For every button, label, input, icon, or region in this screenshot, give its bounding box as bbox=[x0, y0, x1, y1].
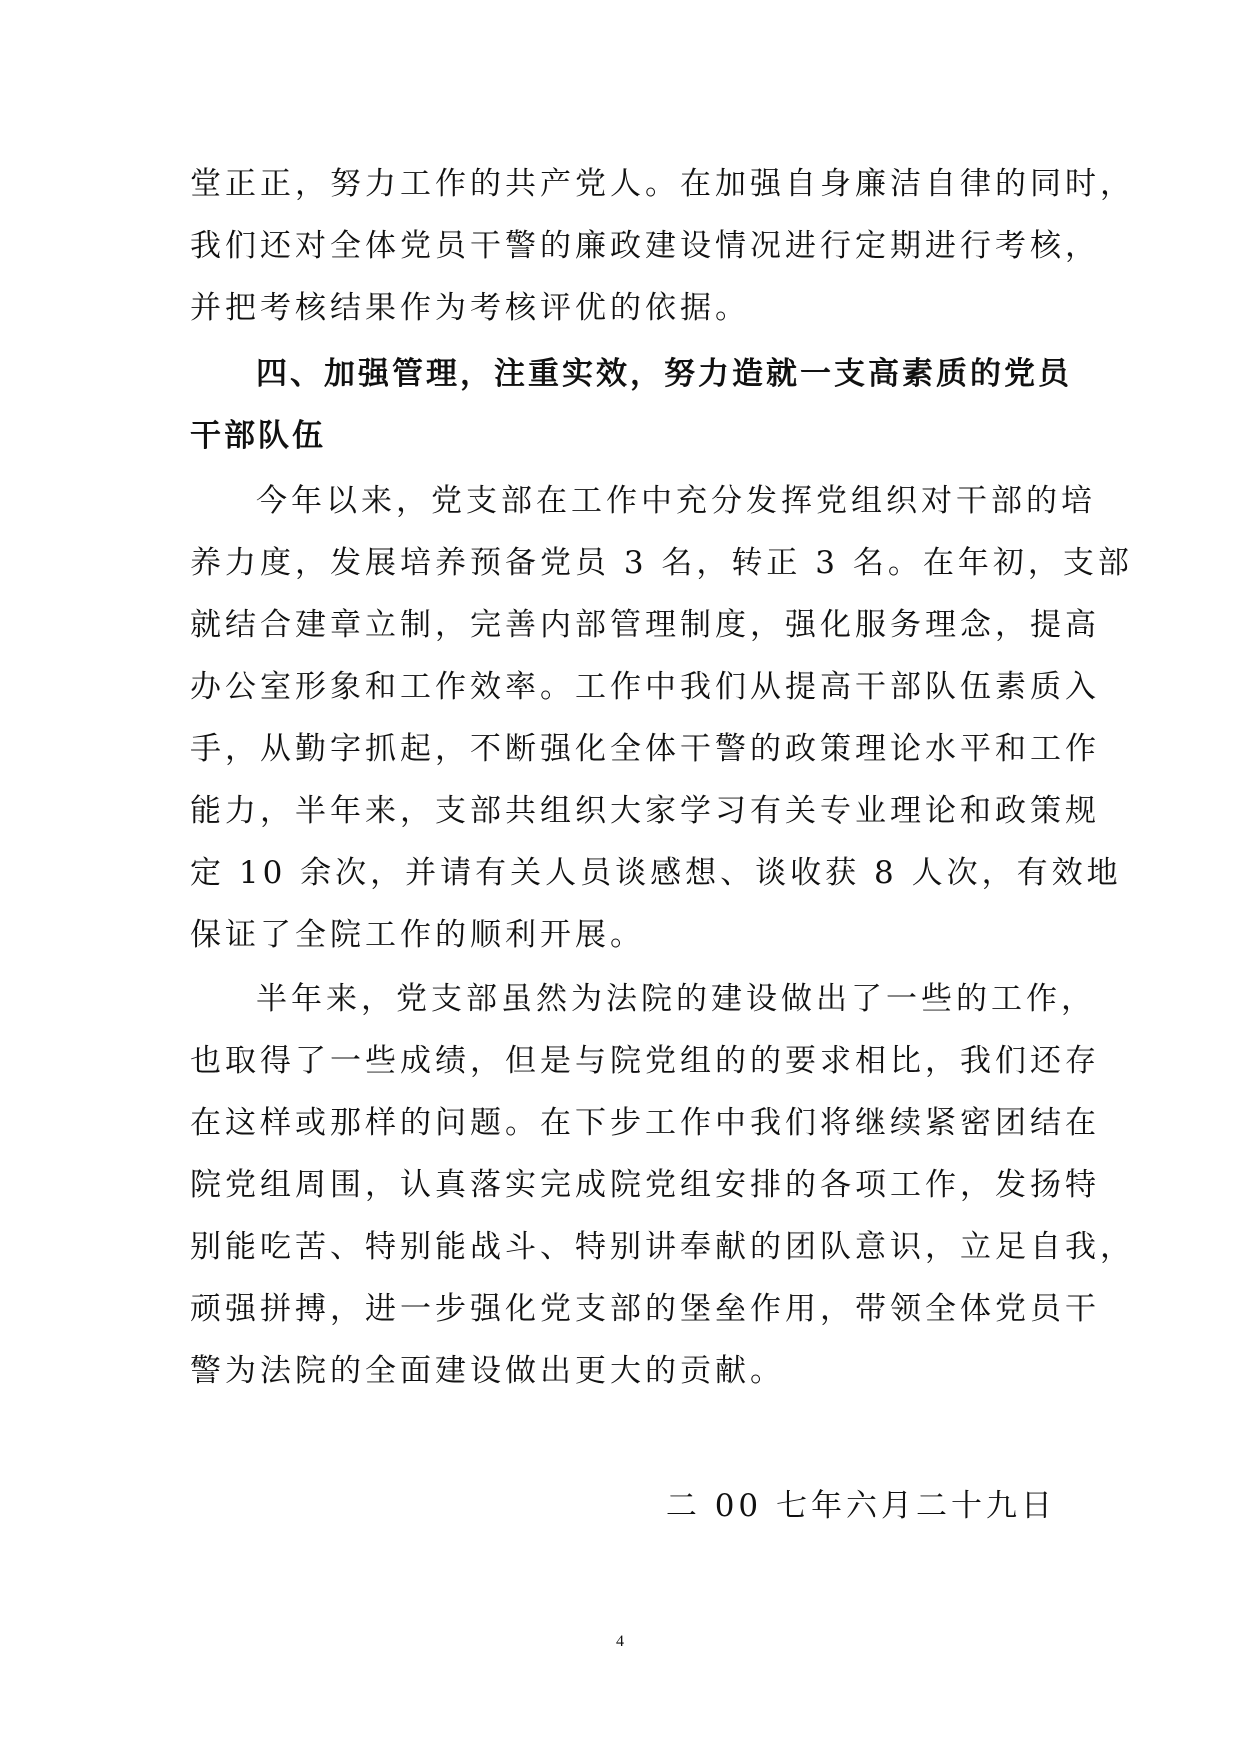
paragraph-line: 并把考核结果作为考核评优的依据。 bbox=[190, 290, 750, 326]
paragraph-line: 别能吃苦、特别能战斗、特别讲奉献的团队意识，立足自我， bbox=[190, 1229, 1135, 1265]
paragraph-line: 我们还对全体党员干警的廉政建设情况进行定期进行考核， bbox=[190, 228, 1100, 264]
document-date: 二 00 七年六月二十九日 bbox=[665, 1488, 1056, 1524]
paragraph-line: 堂正正，努力工作的共产党人。在加强自身廉洁自律的同时， bbox=[190, 166, 1135, 202]
paragraph-3 bbox=[190, 968, 1135, 1402]
paragraph-line: 养力度，发展培养预备党员 3 名，转正 3 名。在年初，支部 bbox=[190, 545, 1133, 581]
paragraph-line: 半年来，党支部虽然为法院的建设做出了一些的工作， bbox=[256, 981, 1096, 1017]
page-number: 4 bbox=[616, 1633, 624, 1650]
paragraph-line: 办公室形象和工作效率。工作中我们从提高干部队伍素质入 bbox=[190, 669, 1100, 705]
paragraph-2 bbox=[190, 470, 1133, 966]
paragraph-line: 能力，半年来，支部共组织大家学习有关专业理论和政策规 bbox=[190, 793, 1100, 829]
paragraph-line: 今年以来，党支部在工作中充分发挥党组织对干部的培 bbox=[256, 483, 1096, 519]
paragraph-line: 定 10 余次，并请有关人员谈感想、谈收获 8 人次，有效地 bbox=[190, 855, 1122, 891]
paragraph-line: 顽强拼搏，进一步强化党支部的堡垒作用，带领全体党员干 bbox=[190, 1291, 1100, 1327]
paragraph-line: 也取得了一些成绩，但是与院党组的的要求相比，我们还存 bbox=[190, 1043, 1100, 1079]
paragraph-continuation bbox=[190, 153, 1135, 339]
paragraph-line: 保证了全院工作的顺利开展。 bbox=[190, 917, 645, 953]
heading-line: 干部队伍 bbox=[190, 418, 326, 454]
paragraph-line: 就结合建章立制，完善内部管理制度，强化服务理念，提高 bbox=[190, 607, 1100, 643]
paragraph-line: 在这样或那样的问题。在下步工作中我们将继续紧密团结在 bbox=[190, 1105, 1100, 1141]
section-heading bbox=[190, 343, 1072, 467]
paragraph-line: 警为法院的全面建设做出更大的贡献。 bbox=[190, 1353, 785, 1389]
heading-line: 四、加强管理，注重实效，努力造就一支高素质的党员 bbox=[256, 356, 1072, 392]
paragraph-line: 手，从勤字抓起，不断强化全体干警的政策理论水平和工作 bbox=[190, 731, 1100, 767]
paragraph-line: 院党组周围，认真落实完成院党组安排的各项工作，发扬特 bbox=[190, 1167, 1100, 1203]
